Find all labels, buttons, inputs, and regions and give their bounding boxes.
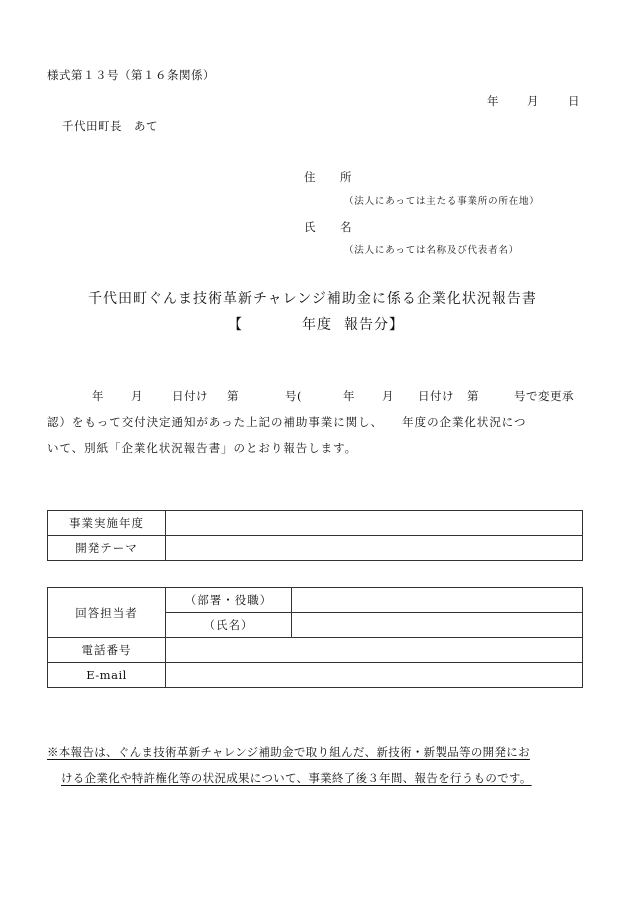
contact-name-label: （氏名） xyxy=(166,613,292,638)
department-label: （部署・役職） xyxy=(166,588,292,613)
body-month-2: 月 xyxy=(382,389,394,403)
body-line-2: 認）をもって交付決定通知があった上記の補助事業に関し、 年度の企業化状況につ xyxy=(47,415,527,429)
addressee: 千代田町長 あて xyxy=(62,119,158,133)
form-label: 様式第１３号（第１６条関係） xyxy=(47,68,215,82)
title-bracket-open: 【 xyxy=(228,317,243,333)
title-year-label: 年度 xyxy=(302,317,332,333)
body-day-2: 日付け xyxy=(418,389,454,403)
document-title: 千代田町ぐんま技術革新チャレンジ補助金に係る企業化状況報告書 xyxy=(88,291,537,307)
name-label: 氏 名 xyxy=(304,220,352,234)
body-line-3: いて、別紙「企業化状況報告書」のとおり報告します。 xyxy=(47,441,358,455)
phone-field[interactable] xyxy=(166,638,583,663)
date-day: 日 xyxy=(568,94,580,108)
department-field[interactable] xyxy=(292,588,583,613)
table-row xyxy=(48,663,583,688)
body-month-1: 月 xyxy=(131,389,143,403)
address-note: （法人にあっては主たる事業所の所在地） xyxy=(344,196,540,207)
name-note: （法人にあっては名称及び代表者名） xyxy=(344,245,520,256)
body-no-1: 第 xyxy=(227,389,239,403)
date-year: 年 xyxy=(487,94,499,108)
date-month: 月 xyxy=(527,94,539,108)
project-year-label: 事業実施年度 xyxy=(48,511,166,536)
note-line-2: ける企業化や特許権化等の状況成果について、事業終了後３年間、報告を行うものです。 xyxy=(61,771,532,785)
email-field[interactable] xyxy=(166,663,583,688)
table-row xyxy=(48,511,583,536)
contact-person-label: 回答担当者 xyxy=(48,588,166,638)
body-go-2: 号で変更承 xyxy=(514,389,574,403)
contact-table xyxy=(47,587,583,688)
project-table xyxy=(47,510,583,561)
phone-label: 電話番号 xyxy=(48,638,166,663)
note-line-1: ※本報告は、ぐんま技術革新チャレンジ補助金で取り組んだ、新技術・新製品等の開発にお xyxy=(47,745,530,759)
body-go-1: 号( xyxy=(285,389,302,403)
development-theme-label: 開発テーマ xyxy=(48,536,166,561)
body-no-2: 第 xyxy=(467,389,479,403)
project-year-field[interactable] xyxy=(166,511,583,536)
development-theme-field[interactable] xyxy=(166,536,583,561)
email-label: E-mail xyxy=(48,663,166,688)
title-report-label: 報告分】 xyxy=(344,317,404,333)
body-year-2: 年 xyxy=(343,389,355,403)
body-day-1: 日付け xyxy=(172,389,208,403)
body-year-1: 年 xyxy=(92,389,104,403)
table-row xyxy=(48,588,583,613)
contact-name-field[interactable] xyxy=(292,613,583,638)
table-row xyxy=(48,638,583,663)
table-row xyxy=(48,536,583,561)
address-label: 住 所 xyxy=(304,170,352,184)
